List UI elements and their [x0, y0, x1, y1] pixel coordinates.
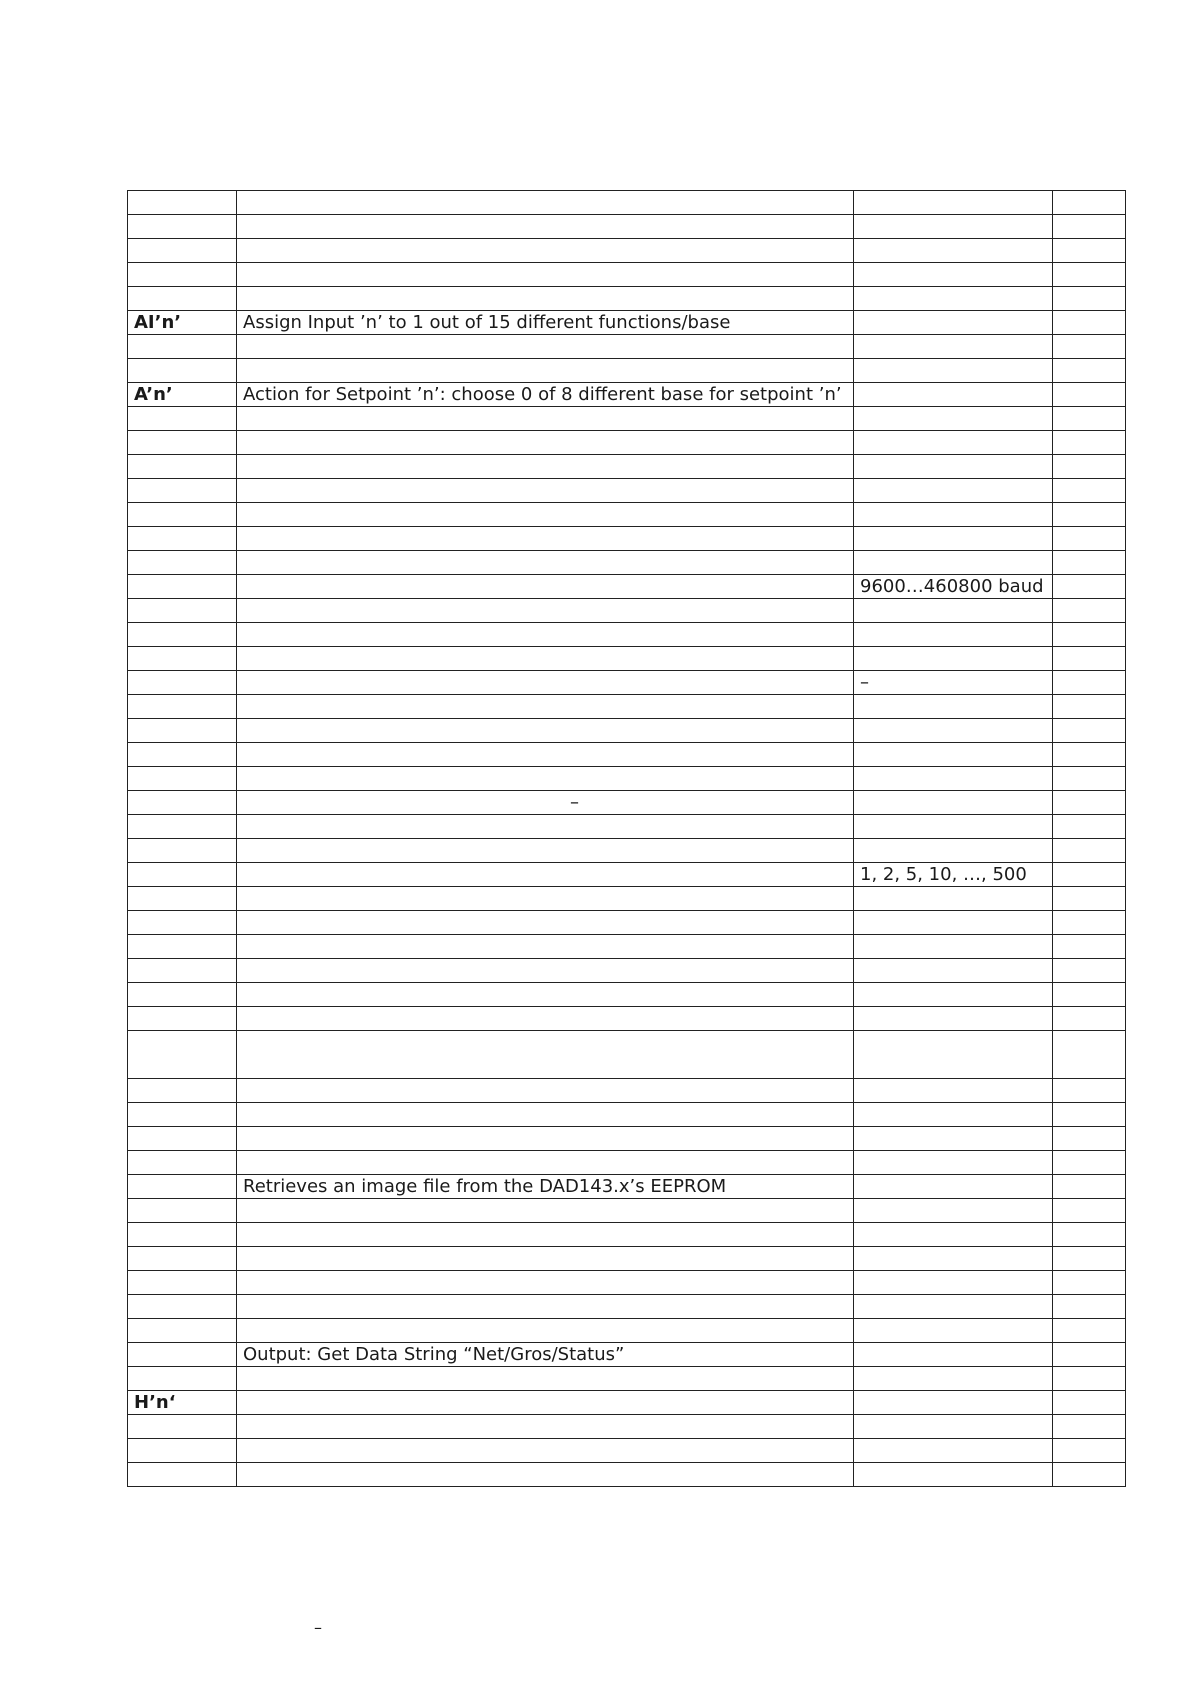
command-cell [128, 623, 237, 647]
range-cell [854, 1247, 1053, 1271]
range-cell [854, 647, 1053, 671]
table-row [128, 1463, 1126, 1487]
description-cell [237, 887, 854, 911]
extra-cell [1053, 1391, 1126, 1415]
description-cell [237, 191, 854, 215]
description-cell [237, 1031, 854, 1079]
extra-cell [1053, 1415, 1126, 1439]
command-cell [128, 263, 237, 287]
description-cell: Output: Get Data String “Net/Gros/Status” [237, 1343, 854, 1367]
command-cell [128, 671, 237, 695]
table-row [128, 743, 1126, 767]
range-cell [854, 1319, 1053, 1343]
description-cell [237, 431, 854, 455]
command-cell [128, 359, 237, 383]
description-cell [237, 1271, 854, 1295]
table-row [128, 1199, 1126, 1223]
description-cell [237, 623, 854, 647]
extra-cell [1053, 191, 1126, 215]
extra-cell [1053, 1343, 1126, 1367]
table-row [128, 695, 1126, 719]
table-row [128, 1151, 1126, 1175]
table-row [128, 1007, 1126, 1031]
command-cell [128, 1199, 237, 1223]
table-row [128, 839, 1126, 863]
command-cell [128, 647, 237, 671]
extra-cell [1053, 767, 1126, 791]
extra-cell [1053, 503, 1126, 527]
range-cell [854, 1175, 1053, 1199]
description-cell [237, 1439, 854, 1463]
extra-cell [1053, 263, 1126, 287]
description-cell [237, 695, 854, 719]
table-row [128, 431, 1126, 455]
table-row [128, 1415, 1126, 1439]
table-row [128, 287, 1126, 311]
table-row [128, 1223, 1126, 1247]
command-cell [128, 1271, 237, 1295]
table-row [128, 671, 1126, 695]
extra-cell [1053, 1127, 1126, 1151]
table-row [128, 191, 1126, 215]
extra-cell [1053, 359, 1126, 383]
extra-cell [1053, 1439, 1126, 1463]
range-cell: 9600…460800 baud [854, 575, 1053, 599]
description-cell: Retrieves an image file from the DAD143.x’s EEPROM [237, 1175, 854, 1199]
description-cell [237, 935, 854, 959]
extra-cell [1053, 551, 1126, 575]
table-row [128, 863, 1126, 887]
extra-cell [1053, 1031, 1126, 1079]
description-cell [237, 263, 854, 287]
command-cell [128, 335, 237, 359]
description-cell [237, 959, 854, 983]
description-cell [237, 1463, 854, 1487]
description-cell [237, 503, 854, 527]
extra-cell [1053, 647, 1126, 671]
command-cell [128, 791, 237, 815]
description-cell [237, 1007, 854, 1031]
table-row [128, 1031, 1126, 1079]
range-cell [854, 959, 1053, 983]
extra-cell [1053, 455, 1126, 479]
range-cell [854, 1151, 1053, 1175]
table-row [128, 815, 1126, 839]
range-cell [854, 1463, 1053, 1487]
range-cell [854, 335, 1053, 359]
extra-cell [1053, 527, 1126, 551]
extra-cell [1053, 407, 1126, 431]
extra-cell [1053, 863, 1126, 887]
description-cell [237, 1223, 854, 1247]
range-cell [854, 1343, 1053, 1367]
extra-cell [1053, 839, 1126, 863]
command-cell [128, 815, 237, 839]
range-cell [854, 815, 1053, 839]
range-cell [854, 935, 1053, 959]
description-cell [237, 1391, 854, 1415]
range-cell [854, 1127, 1053, 1151]
command-cell [128, 695, 237, 719]
table-row [128, 359, 1126, 383]
description-cell [237, 911, 854, 935]
range-cell [854, 431, 1053, 455]
range-cell [854, 1439, 1053, 1463]
table-row [128, 647, 1126, 671]
description-cell [237, 407, 854, 431]
extra-cell [1053, 335, 1126, 359]
command-cell [128, 1223, 237, 1247]
command-cell [128, 431, 237, 455]
table-row [128, 599, 1126, 623]
description-cell [237, 1295, 854, 1319]
command-cell [128, 839, 237, 863]
range-cell [854, 311, 1053, 335]
range-cell [854, 215, 1053, 239]
range-cell [854, 1007, 1053, 1031]
command-cell [128, 935, 237, 959]
range-cell [854, 1391, 1053, 1415]
extra-cell [1053, 911, 1126, 935]
extra-cell [1053, 743, 1126, 767]
description-cell [237, 647, 854, 671]
range-cell [854, 599, 1053, 623]
description-cell [237, 455, 854, 479]
command-cell [128, 287, 237, 311]
command-cell [128, 911, 237, 935]
extra-cell [1053, 1175, 1126, 1199]
command-cell [128, 1463, 237, 1487]
range-cell [854, 743, 1053, 767]
extra-cell [1053, 983, 1126, 1007]
footer-dash: – [314, 1618, 322, 1637]
command-cell [128, 1103, 237, 1127]
command-cell [128, 1439, 237, 1463]
extra-cell [1053, 791, 1126, 815]
range-cell [854, 1415, 1053, 1439]
description-cell [237, 551, 854, 575]
table-row [128, 1103, 1126, 1127]
description-cell [237, 767, 854, 791]
table-row [128, 623, 1126, 647]
description-cell [237, 1319, 854, 1343]
command-cell [128, 767, 237, 791]
range-cell [854, 767, 1053, 791]
command-cell [128, 599, 237, 623]
command-cell [128, 863, 237, 887]
table-row [128, 575, 1126, 599]
extra-cell [1053, 1295, 1126, 1319]
range-cell [854, 1223, 1053, 1247]
table-row [128, 911, 1126, 935]
table-row [128, 383, 1126, 407]
command-cell [128, 1007, 237, 1031]
extra-cell [1053, 1151, 1126, 1175]
description-cell: Assign Input ’n’ to 1 out of 15 different functions/base [237, 311, 854, 335]
command-cell [128, 1415, 237, 1439]
command-cell [128, 1127, 237, 1151]
command-cell [128, 1151, 237, 1175]
table-row [128, 959, 1126, 983]
table-row [128, 527, 1126, 551]
command-cell [128, 719, 237, 743]
table-row [128, 551, 1126, 575]
range-cell [854, 623, 1053, 647]
extra-cell [1053, 1367, 1126, 1391]
range-cell [854, 1367, 1053, 1391]
table-row [128, 1391, 1126, 1415]
description-cell [237, 815, 854, 839]
command-cell [128, 527, 237, 551]
range-cell: 1, 2, 5, 10, …, 500 [854, 863, 1053, 887]
range-cell [854, 455, 1053, 479]
table-row [128, 935, 1126, 959]
range-cell [854, 1199, 1053, 1223]
extra-cell [1053, 1199, 1126, 1223]
command-cell [128, 1295, 237, 1319]
range-cell [854, 791, 1053, 815]
description-cell [237, 335, 854, 359]
table-row [128, 983, 1126, 1007]
command-table-body [128, 191, 1126, 1487]
extra-cell [1053, 719, 1126, 743]
table-row [128, 215, 1126, 239]
extra-cell [1053, 215, 1126, 239]
command-cell [128, 455, 237, 479]
description-cell [237, 359, 854, 383]
extra-cell [1053, 1103, 1126, 1127]
range-cell [854, 239, 1053, 263]
table-row [128, 503, 1126, 527]
description-cell [237, 527, 854, 551]
extra-cell [1053, 1007, 1126, 1031]
command-cell: AI’n’ [128, 311, 237, 335]
extra-cell [1053, 815, 1126, 839]
extra-cell [1053, 671, 1126, 695]
extra-cell [1053, 1079, 1126, 1103]
table-row [128, 1271, 1126, 1295]
range-cell [854, 839, 1053, 863]
extra-cell [1053, 431, 1126, 455]
extra-cell [1053, 695, 1126, 719]
table-row [128, 1127, 1126, 1151]
range-cell [854, 1271, 1053, 1295]
description-cell [237, 671, 854, 695]
range-cell [854, 503, 1053, 527]
extra-cell [1053, 383, 1126, 407]
table-row [128, 1247, 1126, 1271]
command-cell [128, 959, 237, 983]
table-row [128, 791, 1126, 815]
command-cell: H’n‘ [128, 1391, 237, 1415]
range-cell [854, 287, 1053, 311]
extra-cell [1053, 239, 1126, 263]
command-cell [128, 239, 237, 263]
extra-cell [1053, 959, 1126, 983]
range-cell [854, 407, 1053, 431]
command-cell [128, 743, 237, 767]
range-cell [854, 1079, 1053, 1103]
table-row [128, 1343, 1126, 1367]
range-cell [854, 191, 1053, 215]
range-cell [854, 1031, 1053, 1079]
command-cell [128, 1367, 237, 1391]
command-cell [128, 503, 237, 527]
table-row [128, 1079, 1126, 1103]
extra-cell [1053, 599, 1126, 623]
range-cell [854, 1295, 1053, 1319]
range-cell [854, 383, 1053, 407]
extra-cell [1053, 887, 1126, 911]
table-row [128, 479, 1126, 503]
table-row [128, 887, 1126, 911]
range-cell [854, 479, 1053, 503]
command-cell [128, 983, 237, 1007]
range-cell [854, 527, 1053, 551]
description-cell [237, 1367, 854, 1391]
extra-cell [1053, 623, 1126, 647]
command-cell [128, 1343, 237, 1367]
description-cell [237, 719, 854, 743]
description-cell [237, 1151, 854, 1175]
command-cell [128, 887, 237, 911]
command-cell [128, 1247, 237, 1271]
extra-cell [1053, 1247, 1126, 1271]
command-cell [128, 1031, 237, 1079]
command-cell [128, 1175, 237, 1199]
extra-cell [1053, 1271, 1126, 1295]
table-row [128, 335, 1126, 359]
command-cell [128, 1319, 237, 1343]
table-row [128, 311, 1126, 335]
range-cell [854, 887, 1053, 911]
range-cell [854, 719, 1053, 743]
range-cell [854, 263, 1053, 287]
description-cell [237, 1103, 854, 1127]
description-cell [237, 215, 854, 239]
description-cell [237, 575, 854, 599]
range-cell [854, 359, 1053, 383]
table-row [128, 407, 1126, 431]
description-cell [237, 599, 854, 623]
description-cell [237, 239, 854, 263]
description-cell [237, 839, 854, 863]
command-cell: A’n’ [128, 383, 237, 407]
description-cell [237, 983, 854, 1007]
extra-cell [1053, 935, 1126, 959]
extra-cell [1053, 311, 1126, 335]
command-cell [128, 575, 237, 599]
command-cell [128, 407, 237, 431]
command-cell [128, 191, 237, 215]
extra-cell [1053, 1319, 1126, 1343]
description-cell: Action for Setpoint ’n’: choose 0 of 8 different base for setpoint ’n’ [237, 383, 854, 407]
extra-cell [1053, 1463, 1126, 1487]
command-table [127, 190, 1126, 1487]
range-cell [854, 695, 1053, 719]
description-cell [237, 1247, 854, 1271]
extra-cell [1053, 575, 1126, 599]
range-cell: – [854, 671, 1053, 695]
description-cell: – [237, 791, 854, 815]
range-cell [854, 911, 1053, 935]
description-cell [237, 479, 854, 503]
description-cell [237, 1127, 854, 1151]
description-cell [237, 1415, 854, 1439]
extra-cell [1053, 1223, 1126, 1247]
table-row [128, 1175, 1126, 1199]
range-cell [854, 983, 1053, 1007]
command-cell [128, 479, 237, 503]
description-cell [237, 287, 854, 311]
table-row [128, 455, 1126, 479]
command-cell [128, 215, 237, 239]
extra-cell [1053, 479, 1126, 503]
description-cell [237, 1199, 854, 1223]
command-cell [128, 1079, 237, 1103]
command-cell [128, 551, 237, 575]
table-row [128, 239, 1126, 263]
description-cell [237, 863, 854, 887]
table-row [128, 263, 1126, 287]
description-cell [237, 743, 854, 767]
extra-cell [1053, 287, 1126, 311]
table-row [128, 1439, 1126, 1463]
description-cell [237, 1079, 854, 1103]
table-row [128, 1295, 1126, 1319]
table-row [128, 1319, 1126, 1343]
table-row [128, 1367, 1126, 1391]
range-cell [854, 1103, 1053, 1127]
range-cell [854, 551, 1053, 575]
table-row [128, 719, 1126, 743]
table-row [128, 767, 1126, 791]
